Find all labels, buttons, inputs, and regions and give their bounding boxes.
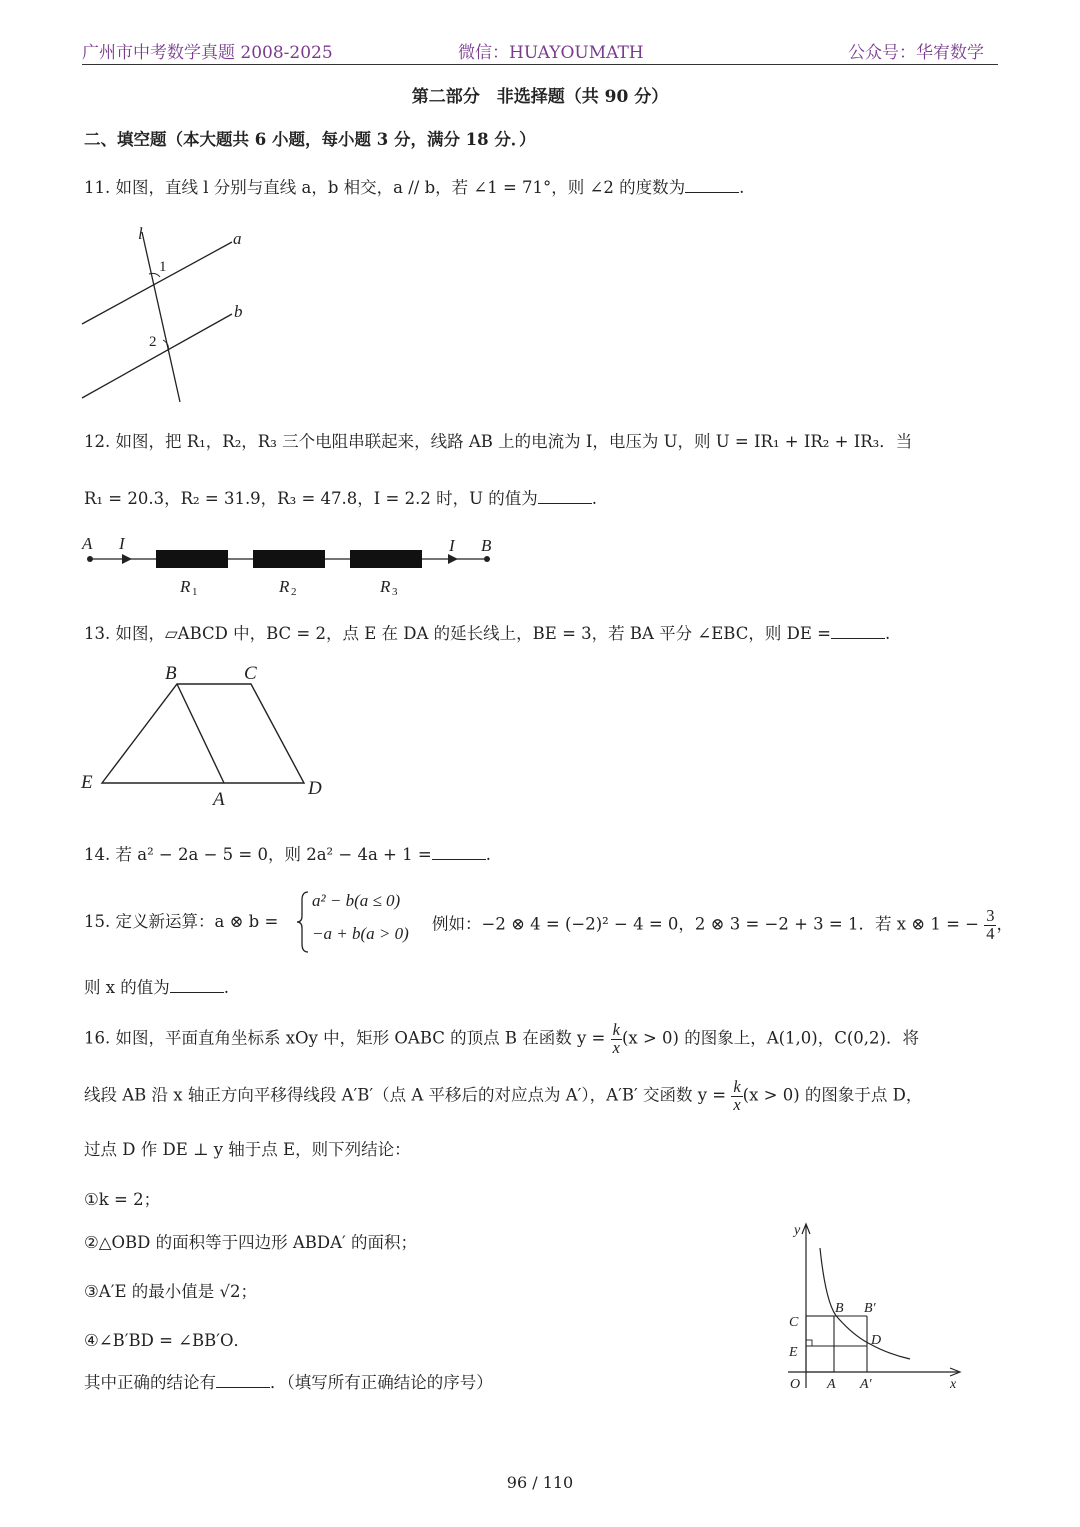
question-16-line3: 过点 D 作 DE ⊥ y 轴于点 E，则下列结论： — [84, 1140, 411, 1159]
q14-answer-blank[interactable] — [432, 858, 486, 860]
q15-frac-den: 4 — [986, 923, 995, 943]
q16-frac2-den: x — [733, 1094, 741, 1114]
label-C: C — [244, 663, 257, 684]
q15-frac-num: 3 — [986, 906, 995, 925]
question-14 — [84, 841, 491, 865]
label-b: b — [234, 302, 243, 321]
q16-last-line — [84, 1369, 493, 1393]
q11-figure — [80, 222, 280, 404]
label-A: A — [213, 789, 225, 810]
header-left: 广州市中考数学真题 2008-2025 — [82, 43, 333, 63]
section-title: 第二部分 非选择题（共 90 分） — [411, 87, 669, 107]
q15-case-2: −a + b(a > 0) — [312, 924, 409, 943]
header-account: 公众号：华宥数学 — [848, 43, 984, 63]
label-B: B — [481, 536, 492, 555]
question-12-line2 — [84, 485, 597, 509]
page-header — [82, 36, 998, 65]
q16-fraction-2 — [731, 1079, 742, 1113]
label-B-prime: B′ — [864, 1301, 876, 1316]
label-R2-sub: 2 — [291, 586, 297, 598]
label-E: E — [789, 1345, 798, 1360]
triangle-ebd-outline — [102, 684, 304, 783]
q16-frac1-num: k — [612, 1020, 620, 1039]
q15-fraction — [984, 908, 996, 942]
q15-brace — [296, 890, 310, 954]
q13-end: . — [884, 624, 891, 643]
line-a — [82, 242, 232, 324]
header-wechat: 微信：HUAYOUMATH — [458, 43, 644, 63]
q16-conclusion-2: ②△OBD 的面积等于四边形 ABDA′ 的面积； — [84, 1233, 418, 1252]
label-a: a — [233, 229, 242, 248]
q15-end: . — [223, 978, 230, 997]
q15-example-text: 例如：−2 ⊗ 4 = (−2)² − 4 = 0，2 ⊗ 3 = −2 + 3 = 1．若 x ⊗ 1 = − — [432, 914, 979, 934]
q15-answer-blank[interactable] — [170, 991, 224, 993]
part-title: 二、填空题（本大题共 6 小题，每小题 3 分，满分 18 分．） — [84, 130, 536, 149]
label-B: B — [165, 663, 177, 684]
label-R1-sub: 1 — [192, 586, 198, 598]
q13-parallelogram-figure — [78, 660, 338, 810]
q16-frac2-num: k — [733, 1077, 741, 1096]
q16-frac1-den: x — [612, 1037, 620, 1057]
label-I-left: I — [119, 534, 125, 553]
label-O: O — [790, 1377, 801, 1392]
label-C: C — [789, 1315, 799, 1330]
page-number: 96 / 110 — [506, 1473, 574, 1492]
question-12-line1: 12. 如图，把 R₁，R₂，R₃ 三个电阻串联起来，线路 AB 上的电流为 I，电压为 U，则 U = IR₁ + IR₂ + IR₃．当 — [84, 432, 913, 451]
q12-text: R₁ = 20.3，R₂ = 31.9，R₃ = 47.8，I = 2.2 时，U 的值为 — [84, 489, 538, 508]
q16-conclusion-4: ④∠B′BD = ∠BB′O． — [84, 1331, 251, 1350]
q16-last-text: 其中正确的结论有 — [84, 1373, 216, 1392]
question-13 — [84, 620, 890, 644]
label-D: D — [308, 778, 322, 799]
q11-end: . — [739, 178, 745, 197]
q15-line2-text: 则 x 的值为 — [84, 978, 170, 997]
q15-tail: ， — [996, 914, 1013, 934]
q11-text: 11. 如图，直线 l 分别与直线 a，b 相交，a // b，若 ∠1 = 71°，则 ∠2 的度数为 — [84, 178, 686, 197]
label-R3: R — [380, 577, 391, 596]
label-A-prime: A′ — [860, 1377, 872, 1392]
node-b — [484, 556, 490, 562]
q16-last-end: ．（填写所有正确结论的序号） — [270, 1373, 493, 1392]
label-y: y — [794, 1223, 801, 1238]
q16-coordinate-figure — [780, 1218, 970, 1393]
current-arrow-left — [122, 554, 132, 564]
label-x: x — [950, 1377, 957, 1392]
q15-example — [432, 908, 1013, 942]
right-angle-mark — [806, 1340, 812, 1346]
q14-text: 14. 若 a² − 2a − 5 = 0，则 2a² − 4a + 1 = — [84, 845, 432, 864]
q16-fraction-1 — [611, 1022, 622, 1056]
label-R2: R — [279, 577, 290, 596]
q16-conclusion-3: ③A′E 的最小值是 √2； — [84, 1282, 258, 1301]
q16-line1b: (x > 0) 的图象上，A(1,0)，C(0,2)．将 — [621, 1028, 919, 1048]
label-R3-sub: 3 — [392, 586, 398, 598]
label-E: E — [81, 772, 93, 793]
q16-line2a: 线段 AB 沿 x 轴正方向平移得线段 A′B′（点 A 平移后的对应点为 A′），A′B′ 交函数 y = — [84, 1085, 727, 1105]
label-A: A — [82, 534, 93, 553]
label-A: A — [827, 1377, 836, 1392]
label-B: B — [835, 1301, 844, 1316]
line-l — [142, 232, 180, 402]
question-16-line2 — [84, 1079, 922, 1113]
q16-conclusion-1: ①k = 2； — [84, 1190, 161, 1209]
rectangle-oabc — [806, 1316, 834, 1372]
resistor-r3 — [350, 550, 422, 568]
resistor-r2 — [253, 550, 325, 568]
question-15-line2 — [84, 974, 229, 998]
q13-text: 13. 如图，▱ABCD 中，BC = 2，点 E 在 DA 的延长线上，BE = 3，若 BA 平分 ∠EBC，则 DE = — [84, 624, 831, 643]
current-arrow-right — [448, 554, 458, 564]
q15-case-1: a² − b(a ≤ 0) — [312, 891, 401, 910]
q16-line2b: (x > 0) 的图象于点 D， — [742, 1085, 923, 1105]
q11-answer-blank[interactable] — [685, 191, 739, 193]
q16-answer-blank[interactable] — [216, 1386, 270, 1388]
question-16-line1 — [84, 1022, 919, 1056]
label-D: D — [871, 1333, 882, 1348]
q14-end: . — [485, 845, 491, 864]
label-1: 1 — [159, 259, 167, 275]
resistor-r1 — [156, 550, 228, 568]
q12-answer-blank[interactable] — [538, 502, 592, 504]
q13-answer-blank[interactable] — [831, 637, 885, 639]
label-l: l — [138, 224, 143, 243]
q16-line1a: 16. 如图，平面直角坐标系 xOy 中，矩形 OABC 的顶点 B 在函数 y = — [84, 1028, 606, 1048]
question-11 — [84, 174, 744, 198]
label-2: 2 — [149, 334, 157, 350]
line-b — [82, 314, 232, 398]
q12-end: . — [591, 489, 597, 508]
brace-path — [297, 892, 308, 952]
question-15-lead: 15. 定义新运算：a ⊗ b = — [84, 912, 279, 931]
label-R1: R — [180, 577, 191, 596]
segment-ba — [177, 684, 224, 783]
node-a — [87, 556, 93, 562]
label-I-right: I — [449, 536, 455, 555]
q12-circuit-figure — [80, 530, 510, 602]
